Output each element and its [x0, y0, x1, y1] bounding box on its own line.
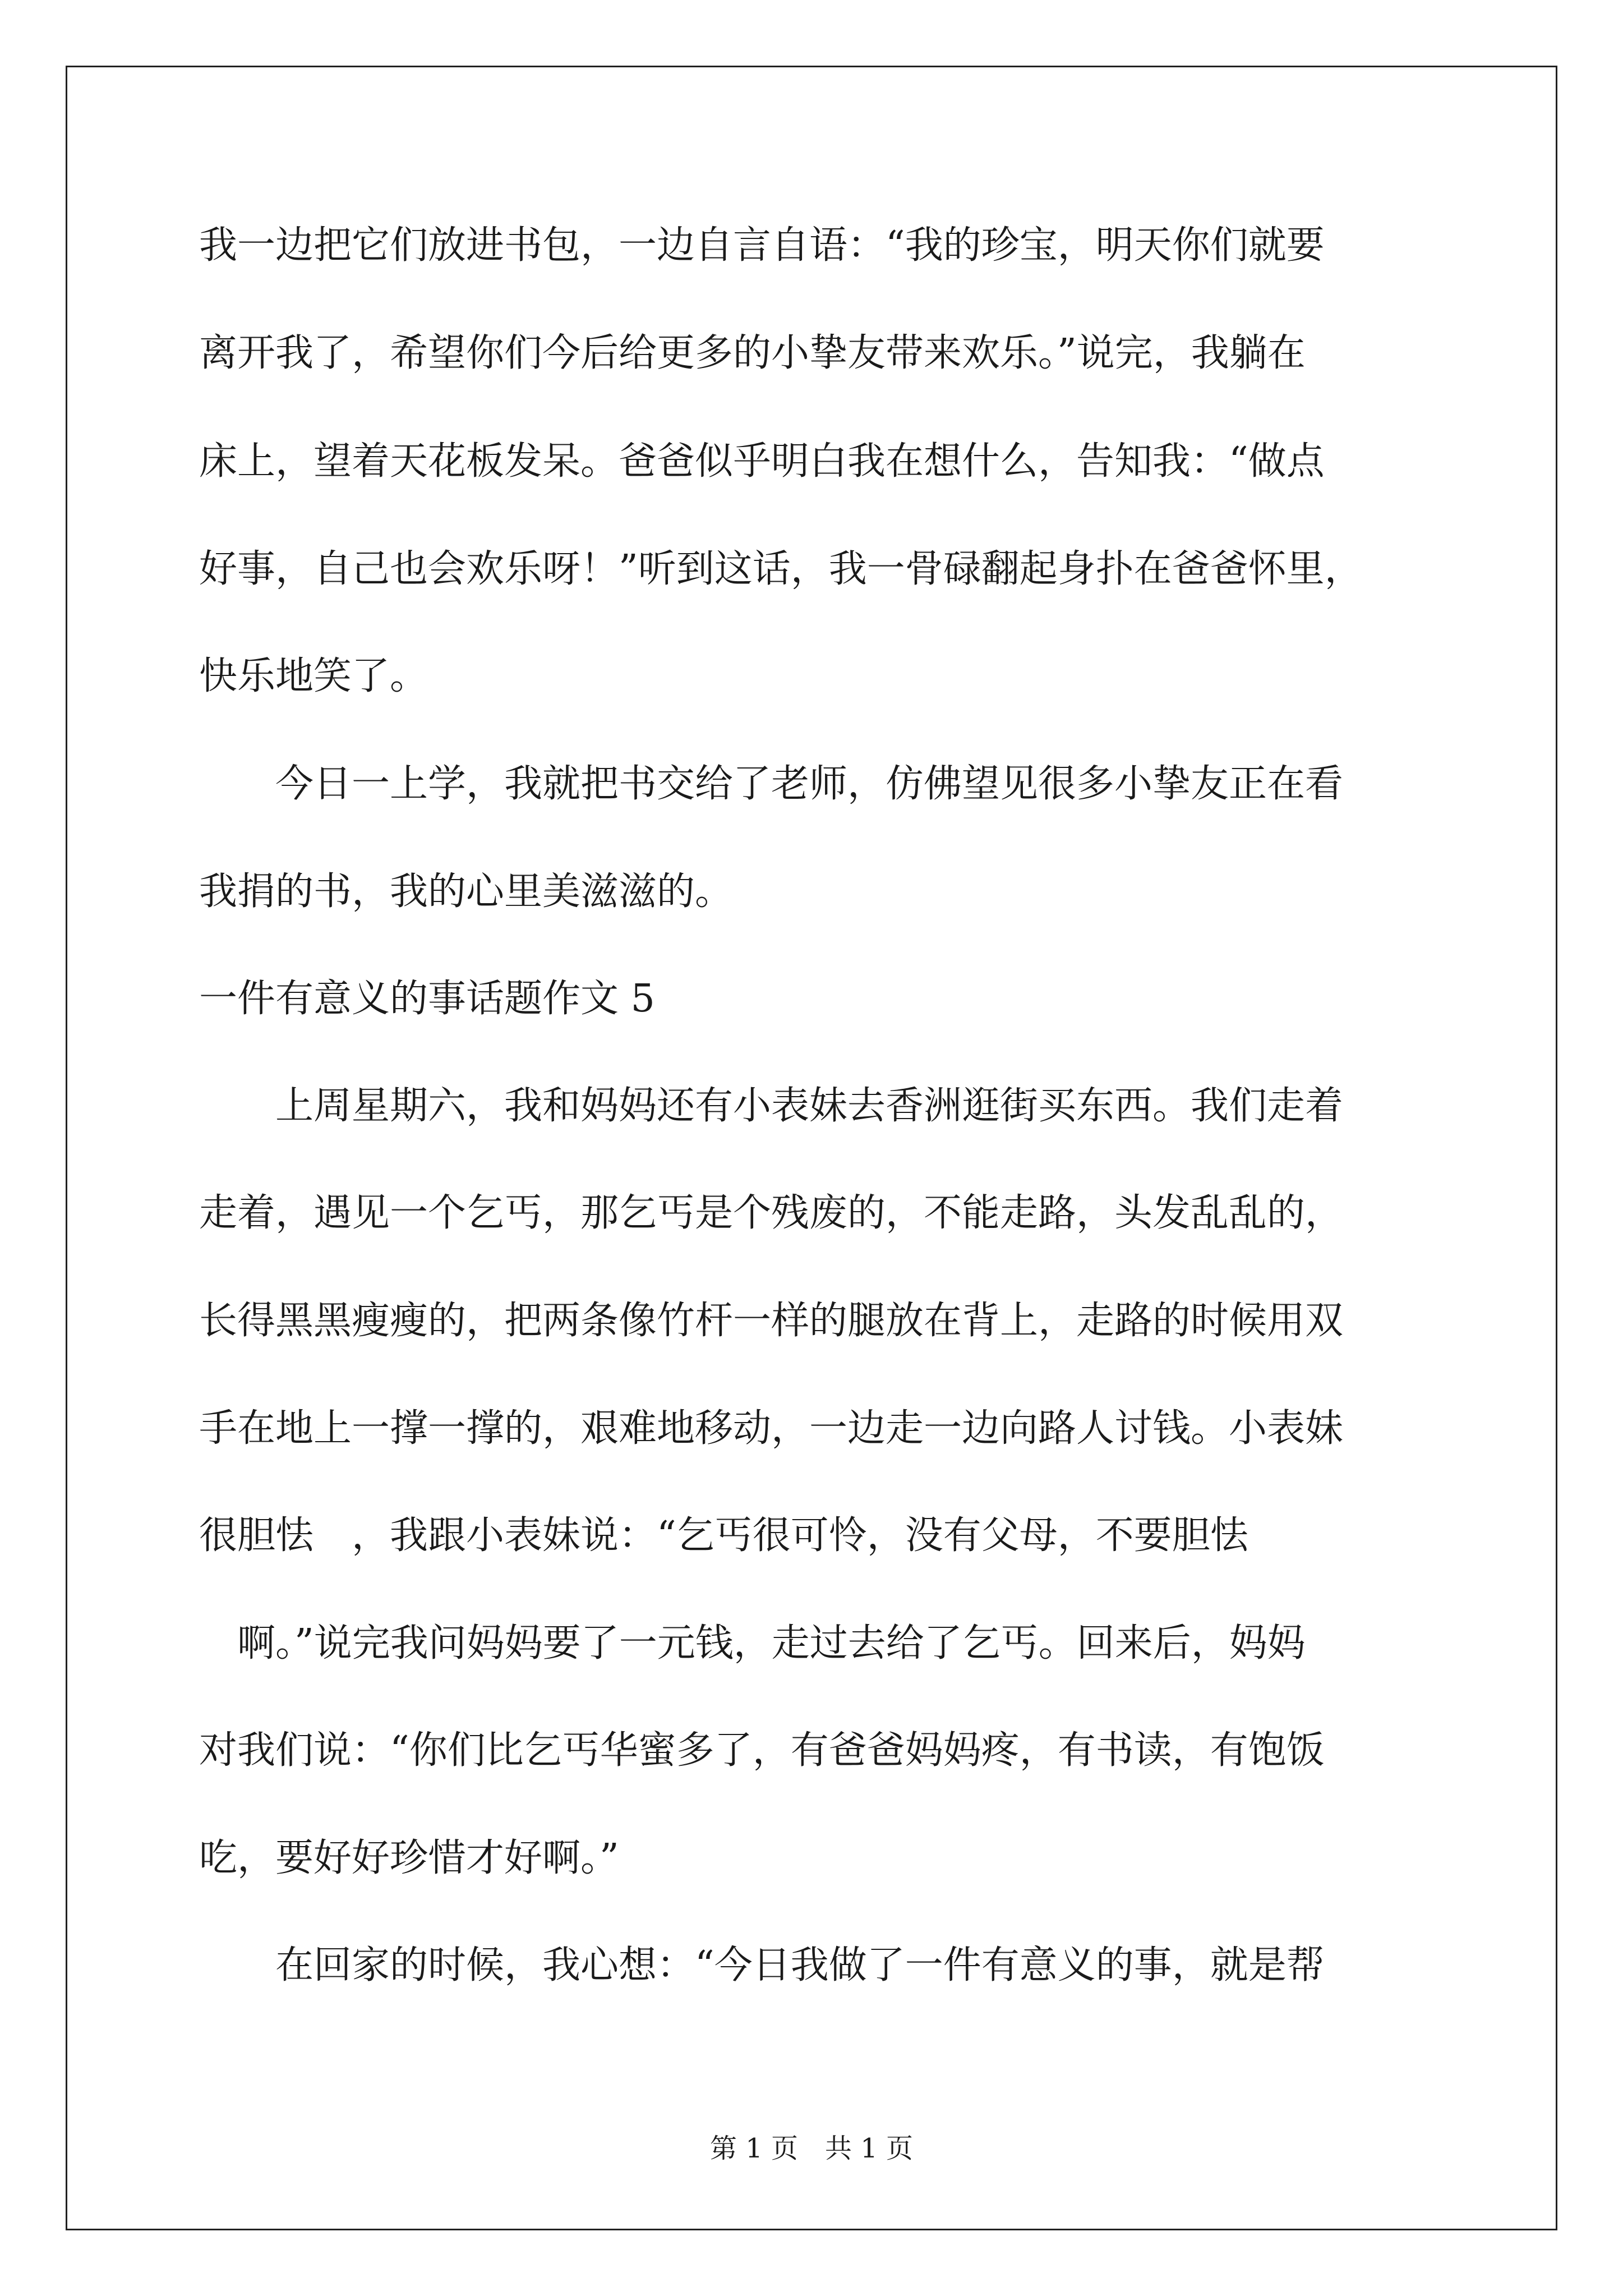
text-line-7: 我捐的书，我的心里美滋滋的。	[199, 869, 734, 914]
text-line-1: 我一边把它们放进书包，一边自言自语：“我的珍宝，明天你们就要	[199, 223, 1325, 268]
text-line-11: 长得黑黑瘦瘦的，把两条像竹杆一样的腿放在背上，走路的时候用双	[199, 1299, 1344, 1343]
page-footer: 第 1 页 共 1 页	[709, 2133, 914, 2164]
text-line-4: 好事，自己也会欢乐呀！”听到这话，我一骨碌翻起身扑在爸爸怀里，	[199, 547, 1363, 591]
text-line-10: 走着，遇见一个乞丐，那乞丐是个残废的，不能走路，头发乱乱的，	[199, 1191, 1344, 1235]
text-line-9: 上周星期六，我和妈妈还有小表妹去香洲逛街买东西。我们走着	[199, 1084, 1344, 1128]
text-line-5: 快乐地笑了。	[199, 654, 428, 698]
text-line-15: 对我们说：“你们比乞丐华蜜多了，有爸爸妈妈疼，有书读，有饱饭	[199, 1728, 1325, 1773]
page-border	[66, 66, 1557, 2230]
section-heading: 一件有意义的事话题作文 5	[199, 977, 655, 1021]
text-line-6: 今日一上学，我就把书交给了老师，仿佛望见很多小挚友正在看	[199, 762, 1344, 806]
text-line-16: 吃，要好好珍惜才好啊。”	[199, 1836, 619, 1880]
text-line-12: 手在地上一撑一撑的，艰难地移动，一边走一边向路人讨钱。小表妹	[199, 1406, 1344, 1451]
text-line-14: 啊。”说完我问妈妈要了一元钱，走过去给了乞丐。回来后，妈妈	[199, 1621, 1306, 1665]
text-line-13: 很胆怯 ，我跟小表妹说：“乞丐很可怜，没有父母，不要胆怯	[199, 1513, 1248, 1558]
text-line-17: 在回家的时候，我心想：“今日我做了一件有意义的事，就是帮	[199, 1943, 1325, 1987]
text-line-2: 离开我了，希望你们今后给更多的小挚友带来欢乐。”说完，我躺在	[199, 331, 1306, 375]
text-line-3: 床上，望着天花板发呆。爸爸似乎明白我在想什么，告知我：“做点	[199, 439, 1325, 484]
